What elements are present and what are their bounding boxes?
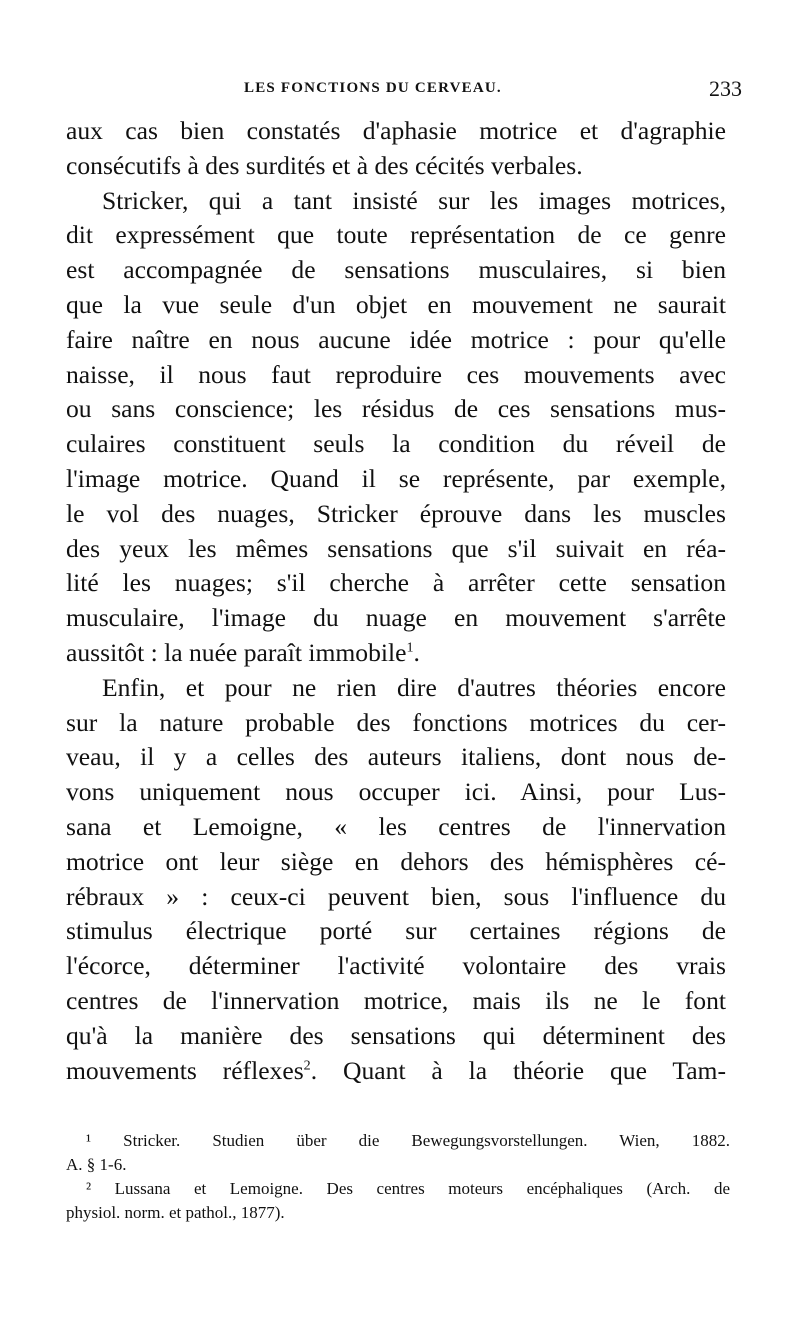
text-line: qu'à la manière des sensations qui déterminent des: [66, 1020, 726, 1050]
text-line: culaires constituent seuls la condition du réveil de: [66, 429, 726, 459]
text-line: sana et Lemoigne, « les centres de l'innervation: [66, 811, 726, 841]
footnotes: [66, 1129, 730, 1225]
text-line: l'écorce, déterminer l'activité volontaire des vrais: [66, 951, 726, 981]
text-line: faire naître en nous aucune idée motrice : pour qu'elle: [66, 324, 726, 354]
text-line: aux cas bien constatés d'aphasie motrice et d'agraphie: [66, 116, 726, 145]
text-line: le vol des nuages, Stricker éprouve dans les muscles: [66, 498, 726, 528]
footnote-line: ¹ Stricker. Studien über die Bewegungsvorstellungen. Wien, 1882.: [86, 1131, 730, 1150]
text-line: rébraux » : ceux-ci peuvent bien, sous l'influence du: [66, 881, 726, 911]
text-line: est accompagnée de sensations musculaires, si bien: [66, 255, 726, 285]
text-line: veau, il y a celles des auteurs italiens, dont nous de-: [66, 742, 726, 772]
text-line: lité les nuages; s'il cherche à arrêter cette sensation: [66, 568, 726, 598]
note-ref-1: 1: [406, 639, 414, 656]
page-header: [66, 76, 742, 110]
running-title: LES FONCTIONS DU CERVEAU.: [244, 80, 502, 96]
body-text: [66, 114, 726, 1088]
text-line: naisse, il nous faut reproduire ces mouvements avec: [66, 359, 726, 389]
text-line: Enfin, et pour ne rien dire d'autres théories encore: [102, 672, 726, 702]
footnote-line: ² Lussana et Lemoigne. Des centres moteurs encéphaliques (Arch. de: [86, 1179, 730, 1198]
note-ref-2: 2: [303, 1056, 311, 1073]
text-line: stimulus électrique porté sur certaines régions de: [66, 916, 726, 946]
text-line: dit expressément que toute représentation de ce genre: [66, 220, 726, 250]
text-line: sur la nature probable des fonctions motrices du cer-: [66, 707, 726, 737]
text-line: consécutifs à des surdités et à des cécités verbales.: [66, 150, 583, 180]
text-fragment: aussitôt : la nuée paraît immobile: [66, 637, 407, 667]
text-fragment: mouvements réflexes: [66, 1055, 304, 1085]
text-line: Stricker, qui a tant insisté sur les images motrices,: [102, 185, 726, 215]
footnote-line: physiol. norm. et pathol., 1877).: [66, 1203, 285, 1222]
text-line: des yeux les mêmes sensations que s'il suivait en réa-: [66, 533, 726, 563]
text-line: centres de l'innervation motrice, mais ils ne le font: [66, 985, 726, 1015]
page-number: 233: [709, 76, 742, 101]
text-line: vons uniquement nous occuper ici. Ainsi, pour Lus-: [66, 777, 726, 807]
text-line: l'image motrice. Quand il se représente, par exemple,: [66, 463, 726, 493]
text-line: ou sans conscience; les résidus de ces sensations mus-: [66, 394, 726, 424]
text-line: motrice ont leur siège en dehors des hémisphères cé-: [66, 846, 726, 876]
text-line: que la vue seule d'un objet en mouvement ne saurait: [66, 289, 726, 319]
footnote-line: A. § 1-6.: [66, 1155, 127, 1174]
text-line: musculaire, l'image du nuage en mouvement s'arrête: [66, 603, 726, 633]
text-line-with-note: aussitôt : la nuée paraît immobile$^1$.: [66, 637, 420, 667]
text-line-with-note: [66, 1054, 726, 1089]
text-fragment: . Quant à la théorie que Tam-: [310, 1055, 726, 1085]
